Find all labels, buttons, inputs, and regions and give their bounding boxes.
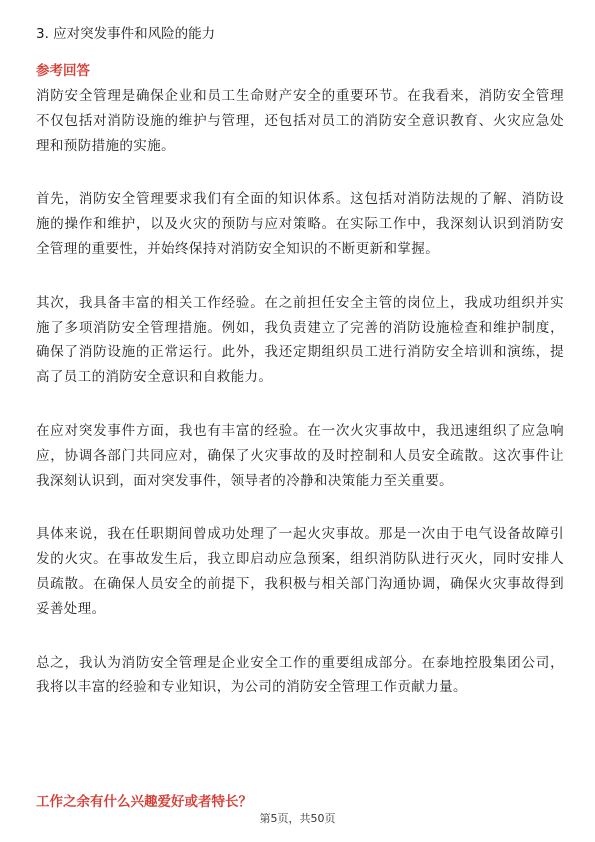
- answer-paragraph: 具体来说，我在任职期间曾成功处理了一起火灾事故。那是一次由于电气设备故障引发的火灾。在事故发生后，我立即启动应急预案，组织消防队进行灭火，同时安排人员疏散。在确保人员安全的前提下，我积极与相关部门沟通协调，确保火灾事故得到妥善处理。: [36, 526, 564, 617]
- answer-body: [36, 84, 564, 729]
- answer-paragraph: 消防安全管理是确保企业和员工生命财产安全的重要环节。在我看来，消防安全管理不仅包括对消防设施的维护与管理，还包括对员工的消防安全意识教育、火灾应急处理和预防措施的实施。: [36, 88, 564, 154]
- answer-label: 参考回答: [36, 63, 90, 79]
- answer-paragraph: 总之，我认为消防安全管理是企业安全工作的重要组成部分。在泰地控股集团公司，我将以丰富的经验和专业知识，为公司的消防安全管理工作贡献力量。: [36, 654, 564, 696]
- question-heading: 3. 应对突发事件和风险的能力: [36, 26, 216, 42]
- answer-paragraph: 其次，我具备丰富的相关工作经验。在之前担任安全主管的岗位上，我成功组织并实施了多项消防安全管理措施。例如，我负责建立了完善的消防设施检查和维护制度，确保了消防设施的正常运行。此外，我还定期组织员工进行消防安全培训和演练，提高了员工的消防安全意识和自救能力。: [36, 294, 564, 386]
- answer-paragraph: 首先，消防安全管理要求我们有全面的知识体系。这包括对消防法规的了解、消防设施的操作和维护，以及火灾的预防与应对策略。在实际工作中，我深刻认识到消防安全管理的重要性，并始终保持对消防安全知识的不断更新和掌握。: [36, 191, 564, 257]
- answer-paragraph: 在应对突发事件方面，我也有丰富的经验。在一次火灾事故中，我迅速组织了应急响应，协调各部门共同应对，确保了火灾事故的及时控制和人员安全疏散。这次事件让我深刻认识到，面对突发事件，领导者的冷静和决策能力至关重要。: [36, 422, 564, 489]
- next-question-heading: 工作之余有什么兴趣爱好或者特长？: [36, 794, 252, 810]
- page-footer: 第5页，共50页: [259, 812, 336, 825]
